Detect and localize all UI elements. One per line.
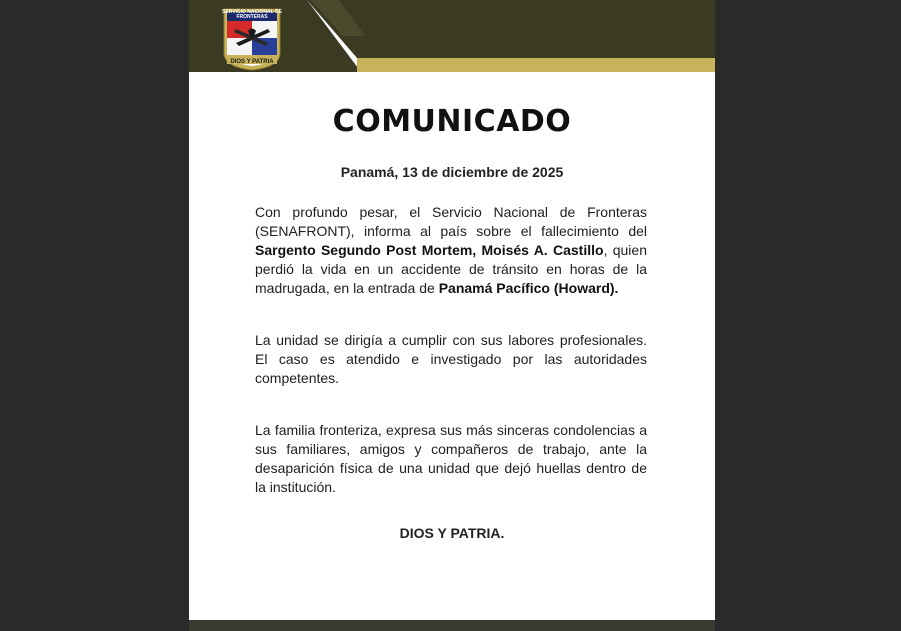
document-page	[189, 0, 715, 620]
paragraph-2: La unidad se dirigía a cumplir con sus labores profesionales. El caso es atendido e investigado por las autoridades competentes.	[255, 332, 647, 386]
paragraph-1-text-b: , quien perdió la vida en un accidente de tránsito en horas de la madrugada, en la entrada de	[255, 242, 647, 296]
paragraph-1-bold-name: Sargento Segundo Post Mortem, Moisés A. Castillo	[255, 242, 604, 258]
paragraph-1-bold-place: Panamá Pacífico (Howard).	[438, 280, 619, 296]
document-title: COMUNICADO	[332, 104, 572, 139]
emblem-top-text: SERVICIO NACIONAL DE FRONTERAS	[222, 9, 282, 20]
paragraph-1-text-a: Con profundo pesar, el Servicio Nacional de Fronteras (SENAFRONT), informa al país sobre el fallecimiento del	[255, 204, 647, 239]
page-bottom-strip	[189, 620, 715, 631]
closing-motto: DIOS Y PATRIA.	[399, 525, 505, 541]
dateline: Panamá, 13 de diciembre de 2025	[340, 164, 564, 180]
paragraph-3: La familia fronteriza, expresa sus más sinceras condolencias a sus familiares, amigos y compañeros de trabajo, ante la desaparición física de una unidad que dejó huellas dentro de la institución.	[255, 422, 647, 495]
paragraph-1	[255, 203, 647, 298]
senafront-emblem	[222, 7, 282, 71]
emblem-motto: DIOS Y PATRIA	[230, 59, 274, 65]
